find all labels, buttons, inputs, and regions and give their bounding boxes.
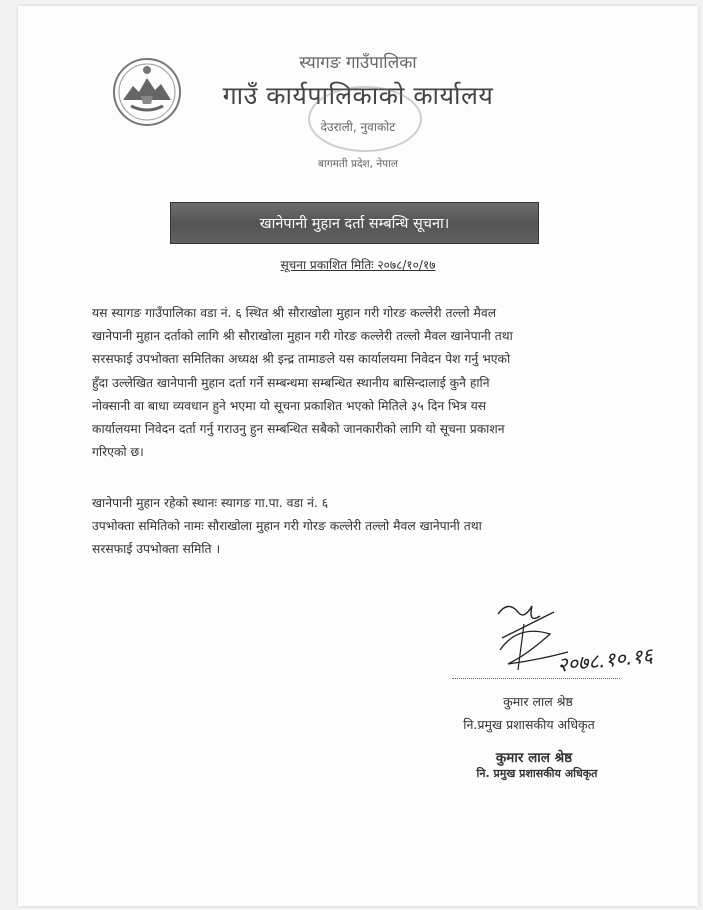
body-line: खानेपानी मुहान दर्ताको लागि श्री सौराखोला मुहान गरी गोरङ कल्लेरी तल्लो मैवल खानेपानी तथा [92,329,513,344]
stamp-name: कुमार लाल श्रेष्ठ [495,750,573,766]
body-line: गरिएको छ। [92,445,144,460]
source-location: खानेपानी मुहान रहेको स्थानः स्यागङ गा.पा. वडा नं. ६ [92,496,329,510]
body-line: नोक्सानी वा बाधा व्यवधान हुने भएमा यो सूचना प्रकाशित भएको मितिले ३५ दिन भित्र यस [92,398,487,413]
stamp-title: नि. प्रमुख प्रशासकीय अधिकृत [476,767,598,780]
province-name: बागमती प्रदेश, नेपाल [318,158,398,170]
body-line: यस स्यागङ गाउँपालिका वडा नं. ६ स्थित श्री सौराखोला मुहान गरी गोरङ कल्लेरी तल्लो मैवल [92,306,497,320]
svg-text:२०७८.१०.१६: २०७८.१०.१६ [556,643,654,677]
committee-name-line1: उपभोक्ता समितिको नामः सौराखोला मुहान गरी गोरङ कल्लेरी तल्लो मैवल खानेपानी तथा [92,519,482,533]
body-line: हुँदा उल्लेखित खानेपानी मुहान दर्ता गर्ने सम्बन्धमा सम्बन्धित स्थानीय बासिन्दालाई कुनै हानि [92,375,490,390]
office-name: गाउँ कार्यपालिकाको कार्यालय [222,81,494,110]
signatory-title: नि.प्रमुख प्रशासकीय अधिकृत [463,717,595,732]
body-line: सरसफाई उपभोक्ता समितिका अध्यक्ष श्री इन्द्र तामाङले यस कार्यालयमा निवेदन पेश गर्नु भएको [92,352,511,367]
handwritten-signature [458,594,678,684]
office-location: देउराली, नुवाकोट [320,120,396,134]
notice-body [92,302,652,464]
notice-title: खानेपानी मुहान दर्ता सम्बन्धि सूचना। [170,202,539,244]
published-date: सूचना प्रकाशित मितिः २०७८/१०/१७ [280,258,436,272]
office-stamp [308,86,422,152]
notice-info [92,492,652,561]
signatory-name: कुमार लाल श्रेष्ठ [503,694,573,709]
committee-name-line2: सरसफाई उपभोक्ता समिति । [92,542,221,556]
notice-page [18,6,698,906]
municipality-name: स्यागङ गाउँपालिका [299,53,417,73]
signature-line [452,678,620,679]
body-line: कार्यालयमा निवेदन दर्ता गर्नु गराउनु हुन सम्बन्धित सबैको जानकारीको लागि यो सूचना प्रकाशन [92,422,505,437]
